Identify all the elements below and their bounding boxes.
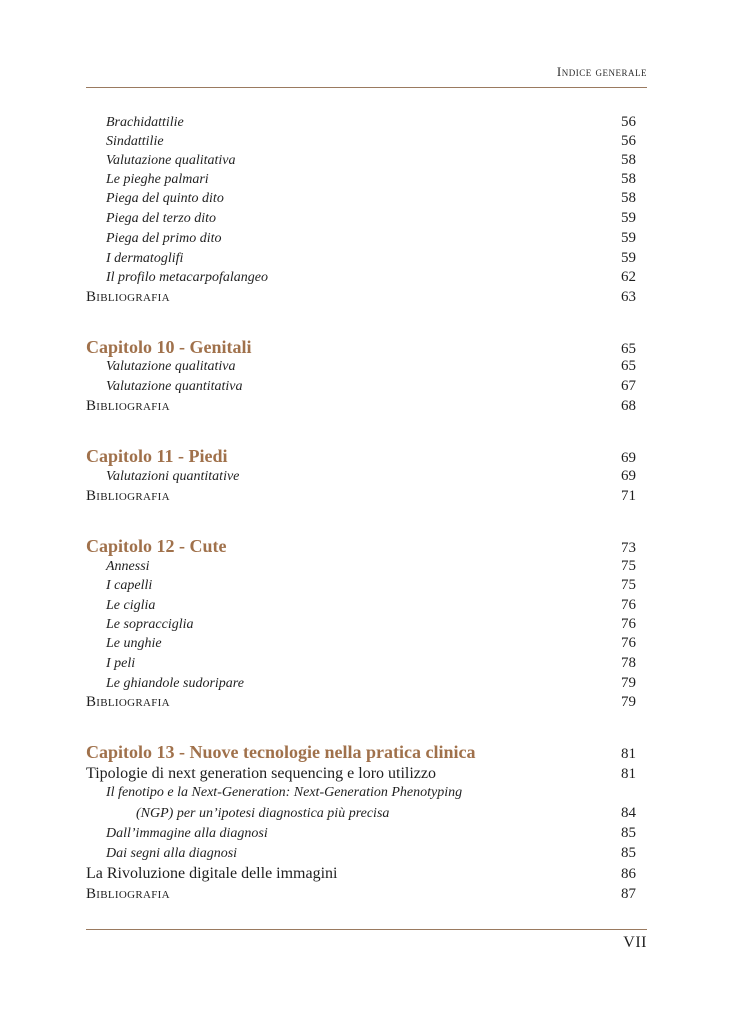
toc-entry-title: Il fenotipo e la Next-Generation: Next-Generation Phenotyping: [106, 785, 463, 800]
toc-entry-title: Valutazione quantitativa: [106, 379, 243, 394]
toc-entry[interactable]: [86, 577, 636, 594]
footer-rule: [86, 929, 647, 930]
toc-entry[interactable]: [86, 250, 636, 267]
toc-entry-page: 59: [621, 230, 636, 246]
toc-entry-page: 59: [621, 210, 636, 226]
toc-chapter-13[interactable]: [86, 742, 636, 763]
toc-entry[interactable]: [86, 655, 636, 672]
toc-entry-page: 81: [621, 766, 636, 782]
toc-entry-title: Piega del quinto dito: [106, 191, 224, 206]
toc-entry[interactable]: [86, 190, 636, 207]
toc-entry[interactable]: [86, 210, 636, 227]
toc-entry-title: Bibliografia: [86, 398, 170, 414]
page-number: VII: [623, 934, 647, 951]
toc-entry-page: 81: [621, 746, 636, 762]
toc-entry[interactable]: [86, 230, 636, 247]
toc-entry-title: Valutazione qualitativa: [106, 359, 236, 374]
toc-entry-page: 56: [621, 133, 636, 149]
toc-entry-title: Il profilo metacarpofalangeo: [106, 270, 269, 285]
toc-entry-page: 56: [621, 114, 636, 130]
toc-entry-page: 76: [621, 616, 636, 632]
toc-bibliography[interactable]: [86, 694, 636, 711]
header-rule: [86, 87, 647, 88]
toc-entry-title: Sindattilie: [106, 134, 164, 149]
toc-entry-title: I dermatoglifi: [106, 251, 184, 266]
toc-entry[interactable]: [86, 675, 636, 692]
chapter-title: Capitolo 10 - Genitali: [86, 337, 252, 357]
toc-entry-title: Dai segni alla diagnosi: [106, 846, 238, 861]
toc-entry[interactable]: [86, 358, 636, 375]
toc-entry[interactable]: [86, 269, 636, 286]
toc-entry-title: (NGP) per un’ipotesi diagnostica più precisa: [136, 806, 390, 821]
toc-entry-page: 62: [621, 269, 636, 285]
toc-entry-page: 76: [621, 597, 636, 613]
toc-entry-title: Tipologie di next generation sequencing e loro utilizzo: [86, 765, 436, 782]
toc-bibliography[interactable]: [86, 886, 636, 903]
toc-entry-title: Valutazioni quantitative: [106, 469, 240, 484]
chapter-title: Capitolo 11 - Piedi: [86, 446, 228, 466]
toc-entry[interactable]: [86, 114, 636, 131]
toc-entry[interactable]: [86, 785, 636, 801]
toc-entry-title: La Rivoluzione digitale delle immagini: [86, 865, 338, 882]
toc-entry-page: 59: [621, 250, 636, 266]
toc-entry[interactable]: [86, 468, 636, 485]
toc-entry-page: 68: [621, 398, 636, 414]
toc-entry-page: 71: [621, 488, 636, 504]
toc-entry-page: 75: [621, 558, 636, 574]
toc-entry-title: Bibliografia: [86, 488, 170, 504]
toc-chapter-12[interactable]: [86, 536, 636, 557]
toc-entry-page: 69: [621, 450, 636, 466]
toc-entry-page: 85: [621, 825, 636, 841]
toc-entry-page: 69: [621, 468, 636, 484]
toc-entry-title: Bibliografia: [86, 694, 170, 710]
toc-entry-page: 86: [621, 866, 636, 882]
toc-bibliography[interactable]: [86, 398, 636, 415]
toc-chapter-11[interactable]: [86, 446, 636, 467]
toc-entry[interactable]: [86, 378, 636, 395]
toc-entry-page: 84: [621, 805, 636, 821]
toc-entry-title: Dall’immagine alla diagnosi: [106, 826, 268, 841]
toc-entry-page: 79: [621, 675, 636, 691]
toc-entry[interactable]: [86, 133, 636, 150]
toc-entry-page: 58: [621, 152, 636, 168]
toc-entry-title: I capelli: [106, 578, 153, 593]
toc-entry[interactable]: [86, 152, 636, 169]
toc-entry[interactable]: [86, 558, 636, 575]
toc-entry-title: Le sopracciglia: [106, 617, 194, 632]
toc-entry-continuation[interactable]: [86, 805, 636, 822]
toc-entry-title: Piega del primo dito: [106, 231, 222, 246]
running-head: Indice generale: [556, 64, 647, 79]
toc-entry-title: Bibliografia: [86, 289, 170, 305]
toc-entry-title: Le pieghe palmari: [106, 172, 209, 187]
toc-section[interactable]: [86, 865, 636, 883]
toc-entry-page: 78: [621, 655, 636, 671]
toc-bibliography[interactable]: [86, 488, 636, 505]
toc-entry-page: 63: [621, 289, 636, 305]
toc-entry-title: Bibliografia: [86, 886, 170, 902]
toc-entry[interactable]: [86, 845, 636, 862]
toc-chapter-10[interactable]: [86, 337, 636, 358]
toc-entry-page: 65: [621, 341, 636, 357]
toc-entry-title: Annessi: [106, 559, 150, 574]
toc-bibliography[interactable]: [86, 289, 636, 306]
toc-entry-title: Piega del terzo dito: [106, 211, 217, 226]
toc-entry-page: 76: [621, 635, 636, 651]
toc-entry-title: Le unghie: [106, 636, 162, 651]
toc-entry[interactable]: [86, 635, 636, 652]
toc-entry-title: I peli: [106, 656, 136, 671]
chapter-title: Capitolo 12 - Cute: [86, 536, 227, 556]
toc-entry-page: 87: [621, 886, 636, 902]
toc-entry[interactable]: [86, 597, 636, 614]
toc-entry-page: 79: [621, 694, 636, 710]
toc-entry-title: Le ciglia: [106, 598, 156, 613]
toc-entry[interactable]: [86, 171, 636, 188]
toc-section[interactable]: [86, 765, 636, 783]
toc-entry-page: 75: [621, 577, 636, 593]
toc-entry-title: Brachidattilie: [106, 115, 184, 130]
toc-entry[interactable]: [86, 616, 636, 633]
toc-entry-title: Le ghiandole sudoripare: [106, 676, 244, 691]
toc-entry[interactable]: [86, 825, 636, 842]
toc-entry-title: Valutazione qualitativa: [106, 153, 236, 168]
toc-entry-page: 58: [621, 190, 636, 206]
toc-entry-page: 73: [621, 540, 636, 556]
toc-entry-page: 67: [621, 378, 636, 394]
toc-entry-page: 85: [621, 845, 636, 861]
chapter-title: Capitolo 13 - Nuove tecnologie nella pratica clinica: [86, 742, 476, 762]
toc-entry-page: 58: [621, 171, 636, 187]
toc-entry-page: 65: [621, 358, 636, 374]
